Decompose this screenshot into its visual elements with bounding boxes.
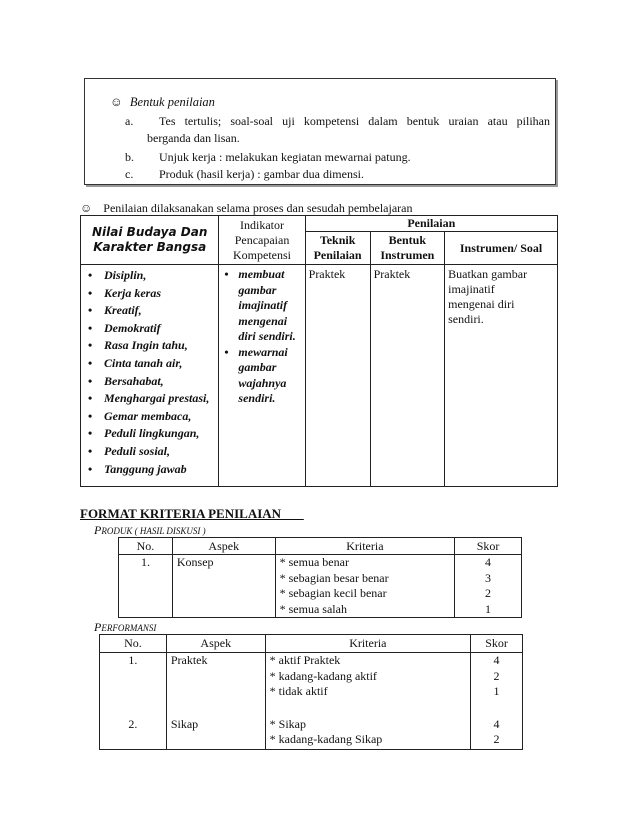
skor-value: 4 xyxy=(485,555,492,569)
indikator-item xyxy=(222,345,301,407)
nilai-cell xyxy=(81,265,219,487)
row-skor xyxy=(471,653,523,717)
skor-value: 3 xyxy=(485,570,492,585)
indikator-line: gambar xyxy=(238,282,277,297)
penilaian-text: Penilaian dilaksanakan selama proses dan sesudah pembelajaran xyxy=(103,201,413,215)
penilaian-table xyxy=(80,215,558,487)
skor-value: 2 xyxy=(485,586,492,600)
header-teknik xyxy=(305,232,370,265)
header-bentuk-line1: Bentuk xyxy=(388,233,427,247)
row-no: 2. xyxy=(100,717,167,750)
indikator-line: imajinatif xyxy=(238,298,288,312)
indikator-line: sendiri. xyxy=(238,391,276,405)
produk-heading-initial: P xyxy=(94,523,102,537)
produk-header-kriteria: Kriteria xyxy=(275,538,454,555)
row-kriteria xyxy=(265,717,470,750)
row-skor xyxy=(455,555,522,618)
header-indikator-line1: Indikator xyxy=(240,217,285,232)
produk-heading xyxy=(80,523,206,538)
bentuk-item-a xyxy=(125,114,550,146)
indikator-cell xyxy=(219,265,305,487)
kriteria-line: * tidak aktif xyxy=(269,684,328,698)
format-kriteria-title: FORMAT KRITERIA PENILAIAN xyxy=(80,506,304,521)
item-text: Unjuk kerja : melakukan kegiatan mewarnai patung. xyxy=(159,150,411,164)
indikator-line: mengenai xyxy=(238,313,288,328)
produk-table xyxy=(118,537,522,618)
header-indikator-line2: Pencapaian xyxy=(234,232,290,247)
skor-value: 1 xyxy=(485,601,492,616)
soal-line: imajinatif xyxy=(448,282,495,296)
row-aspek: Praktek xyxy=(166,653,265,717)
soal-line: sendiri. xyxy=(448,312,484,326)
header-nilai-line1: Nilai Budaya Dan xyxy=(92,225,208,239)
performansi-row xyxy=(100,653,523,717)
header-bentuk xyxy=(370,232,445,265)
skor-value: 2 xyxy=(493,668,500,683)
produk-heading-rest: RODUK ( HASIL DISKUSI ) xyxy=(101,526,206,536)
nilai-item: • Peduli sosial, xyxy=(84,443,215,461)
header-penilaian: Penilaian xyxy=(305,216,557,232)
performansi-heading xyxy=(80,620,156,635)
nilai-list xyxy=(84,267,215,478)
indikator-line: gambar xyxy=(238,360,277,374)
kriteria-line: * semua salah xyxy=(279,601,347,616)
row-kriteria xyxy=(275,555,454,618)
produk-header-skor: Skor xyxy=(455,538,522,555)
produk-header-no: No. xyxy=(119,538,173,555)
performansi-row xyxy=(100,717,523,750)
header-bentuk-line2: Instrumen xyxy=(380,248,435,262)
header-indikator-line3: Kompetensi xyxy=(233,247,292,262)
skor-value: 1 xyxy=(493,684,500,698)
row-skor xyxy=(471,717,523,750)
bentuk-item-c xyxy=(125,167,364,182)
header-instrumen-soal: Instrumen/ Soal xyxy=(445,232,558,265)
performansi-header-aspek: Aspek xyxy=(166,635,265,653)
row-no: 1. xyxy=(119,555,173,618)
soal-line: mengenai diri xyxy=(448,297,515,311)
kriteria-line: * kadang-kadang Sikap xyxy=(269,732,383,746)
bentuk-penilaian-label: Bentuk penilaian xyxy=(129,95,215,109)
header-indikator xyxy=(219,216,305,265)
kriteria-line: * sebagian kecil benar xyxy=(279,586,387,600)
teknik-cell: Praktek xyxy=(305,265,370,487)
row-kriteria xyxy=(265,653,470,717)
kriteria-line: * kadang-kadang aktif xyxy=(269,668,377,683)
nilai-item: • Peduli lingkungan, xyxy=(84,425,215,443)
nilai-item: • Bersahabat, xyxy=(84,373,215,391)
indikator-list xyxy=(222,267,301,407)
produk-header-aspek: Aspek xyxy=(172,538,275,555)
item-text-continued: berganda dan lisan. xyxy=(147,131,240,145)
nilai-item: • Demokratif xyxy=(84,320,215,338)
bentuk-cell: Praktek xyxy=(370,265,445,487)
skor-value: 2 xyxy=(493,732,500,746)
item-letter: a. xyxy=(125,114,134,128)
kriteria-line: * semua benar xyxy=(279,555,349,569)
performansi-header-kriteria: Kriteria xyxy=(265,635,470,653)
bentuk-penilaian-title xyxy=(110,95,215,110)
nilai-item: • Kerja keras xyxy=(84,285,215,303)
item-letter: c. xyxy=(125,167,134,181)
performansi-heading-rest: ERFORMANSI xyxy=(101,623,157,633)
row-aspek: Konsep xyxy=(172,555,275,618)
penilaian-statement xyxy=(80,201,413,216)
soal-line: Buatkan gambar xyxy=(448,267,528,281)
indikator-line: • mewarnai xyxy=(238,344,288,359)
nilai-item: • Tanggung jawab xyxy=(84,461,215,479)
header-nilai-budaya xyxy=(81,216,219,265)
soal-cell xyxy=(445,265,558,487)
kriteria-line: * sebagian besar benar xyxy=(279,570,389,585)
skor-value: 4 xyxy=(493,653,500,667)
item-letter: b. xyxy=(125,150,134,164)
indikator-line: • membuat xyxy=(238,267,285,281)
row-aspek: Sikap xyxy=(166,717,265,750)
nilai-item: • Kreatif, xyxy=(84,302,215,320)
smiley-icon: ☺ xyxy=(80,201,93,215)
header-nilai-line2: Karakter Bangsa xyxy=(93,240,207,254)
skor-value: 4 xyxy=(493,716,500,731)
indikator-line: diri sendiri. xyxy=(238,329,296,343)
soal-lines xyxy=(448,267,554,327)
nilai-item: • Menghargai prestasi, xyxy=(84,390,215,408)
indikator-line: wajahnya xyxy=(238,375,287,390)
header-teknik-line2: Penilaian xyxy=(313,248,362,262)
performansi-table xyxy=(99,634,523,750)
kriteria-line: * aktif Praktek xyxy=(269,653,341,667)
nilai-item: • Cinta tanah air, xyxy=(84,355,215,373)
produk-row xyxy=(119,555,522,618)
performansi-header-no: No. xyxy=(100,635,167,653)
performansi-heading-initial: P xyxy=(94,620,102,634)
performansi-header-skor: Skor xyxy=(471,635,523,653)
header-teknik-line1: Teknik xyxy=(319,233,356,247)
kriteria-line: * Sikap xyxy=(269,716,306,731)
nilai-item: • Gemar membaca, xyxy=(84,408,215,426)
row-no: 1. xyxy=(100,653,167,717)
item-text: Tes tertulis; soal-soal uji kompetensi dalam bentuk uraian atau pilihan xyxy=(159,114,550,128)
item-text: Produk (hasil kerja) : gambar dua dimensi. xyxy=(159,167,364,181)
bentuk-item-b xyxy=(125,150,411,165)
nilai-item: • Disiplin, xyxy=(84,267,215,285)
indikator-item xyxy=(222,267,301,345)
smiley-icon: ☺ xyxy=(110,95,123,109)
nilai-item: • Rasa Ingin tahu, xyxy=(84,337,215,355)
